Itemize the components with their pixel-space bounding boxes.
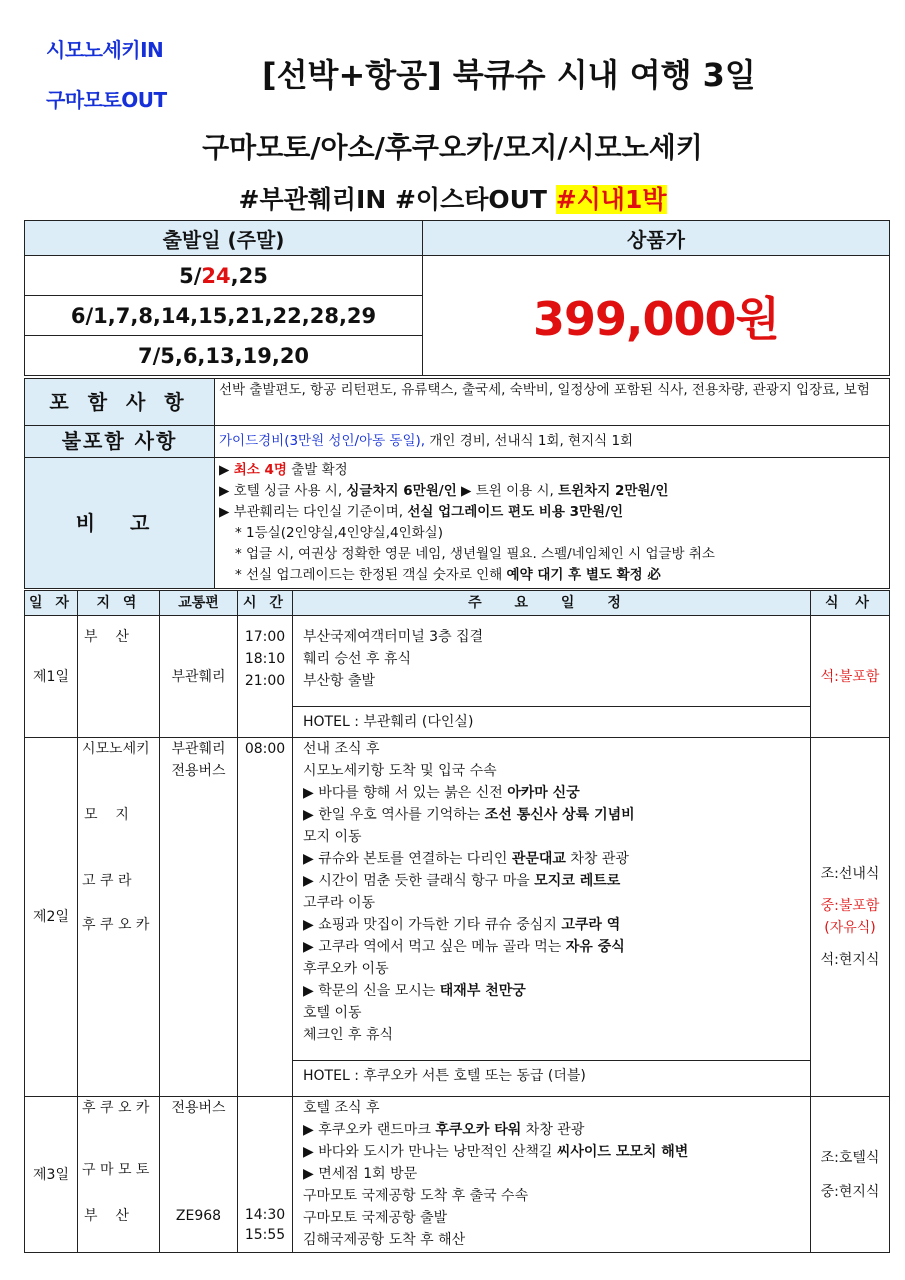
- hashtags-text: #부관훼리IN #이스타OUT: [238, 185, 547, 214]
- day1-times: 17:00 18:10 21:00: [238, 616, 293, 738]
- day3-itinerary: 호텔 조식 후 ▶ 후쿠오카 랜드마크 후쿠오카 타워 차창 관광 ▶ 바다와 도시가 만나는 낭만적인 산책길 씨사이드 모모치 해변 ▶ 면세점 1회 방문 구마모토 국제공항 도착 후 출국 수속 구마모토 국제공항 출발 김해국제공항 도착 후 해산: [293, 1097, 811, 1253]
- hashtag-highlight: #시내1박: [555, 185, 667, 214]
- day2-meal: 조:선내식 중:불포함 (자유식) 석:현지식: [811, 738, 890, 1097]
- day3-row: [25, 1097, 890, 1253]
- departure-dates-july: 7/5,6,13,19,20: [25, 336, 423, 376]
- cities-subtitle: 구마모토/아소/후쿠오카/모지/시모노세키: [202, 131, 703, 164]
- departure-price-table: [24, 220, 890, 376]
- day3-transport: 전용버스 ZE968: [160, 1097, 238, 1253]
- included-label: 포 함 사 항: [25, 379, 215, 426]
- departure-dates-june: 6/1,7,8,14,15,21,22,28,29: [25, 296, 423, 336]
- page-title: [선박+항공] 북큐슈 시내 여행 3일: [262, 56, 756, 94]
- day1-transport: 부관훼리: [160, 616, 238, 738]
- day1-hotel: HOTEL : 부관훼리 (다인실): [293, 706, 810, 737]
- day1-label: 제1일: [25, 616, 78, 738]
- col-itinerary: 주 요 일 정: [293, 591, 811, 616]
- departure-header: 출발일 (주말): [25, 221, 423, 256]
- day2-hotel: HOTEL : 후쿠오카 서튼 호텔 또는 동급 (더블): [293, 1060, 810, 1091]
- hashtags: [0, 180, 905, 216]
- day1-region: 부 산: [78, 616, 160, 738]
- included-text: 선박 출발편도, 항공 리턴편도, 유류택스, 출국세, 숙박비, 일정상에 포함된 식사, 전용차량, 관광지 입장료, 보험: [215, 379, 890, 426]
- col-region: 지 역: [78, 591, 160, 616]
- day3-times: 14:30 15:55: [238, 1097, 293, 1253]
- col-meal: 식 사: [811, 591, 890, 616]
- day2-transport: 부관훼리 전용버스: [160, 738, 238, 1097]
- col-time: 시 간: [238, 591, 293, 616]
- info-table: [24, 378, 890, 589]
- day2-label: 제2일: [25, 738, 78, 1097]
- day3-meal: 조:호텔식 중:현지식: [811, 1097, 890, 1253]
- day1-itinerary: 부산국제여객터미널 3층 집결 훼리 승선 후 휴식 부산항 출발 HOTEL : 부관훼리 (다인실): [293, 616, 811, 738]
- day2-row: [25, 738, 890, 1097]
- day2-time: 08:00: [238, 738, 293, 1097]
- day2-itinerary: 선내 조식 후 시모노세키항 도착 및 입국 수속 ▶ 바다를 향해 서 있는 붉은 신전 아카마 신궁 ▶ 한일 우호 역사를 기억하는 조선 통신사 상륙 기념비 모지 이동 ▶ 큐슈와 본토를 연결하는 다리인 관문대교 차창 관광 ▶ 시간이 멈춘 듯한 클래식 항구 마을 모지코 레트로 고쿠라 이동 ▶ 쇼핑과 맛집이 가득한 기타 큐슈 중심지 고쿠라 역 ▶ 고쿠라 역에서 먹고 싶은 메뉴 골라 먹는 자유 중식 후쿠오카 이동 ▶ 학문의 신을 모시는 태재부 천만궁 호텔 이동 체크인 후 휴식 HOTEL : 후쿠오카 서튼 호텔 또는 동급 (더블): [293, 738, 811, 1097]
- price: 399,000원: [423, 256, 890, 376]
- notes-label: 비 고: [25, 458, 215, 589]
- tag-out: 구마모토OUT: [46, 88, 167, 112]
- excluded-text: 가이드경비(3만원 성인/아동 동일), 개인 경비, 선내식 1회, 현지식 1회: [215, 426, 890, 458]
- day2-region: 시모노세키 모 지 고 쿠 라 후 쿠 오 카: [78, 738, 160, 1097]
- schedule-table: [24, 590, 890, 1253]
- col-transport: 교통편: [160, 591, 238, 616]
- day1-meal: 석:불포함: [811, 616, 890, 738]
- excluded-label: 불포함 사항: [25, 426, 215, 458]
- day3-region: 후 쿠 오 카 구 마 모 토 부 산: [78, 1097, 160, 1253]
- price-header: 상품가: [423, 221, 890, 256]
- day3-label: 제3일: [25, 1097, 78, 1253]
- col-day: 일 자: [25, 591, 78, 616]
- day1-row: [25, 616, 890, 738]
- notes: ▶ 최소 4명 출발 확정 ▶ 호텔 싱글 사용 시, 싱글차지 6만원/인 ▶ 트윈 이용 시, 트윈차지 2만원/인 ▶ 부관훼리는 다인실 기준이며, 선실 업그레이드 편도 비용 3만원/인 * 1등실(2인양실,4인양실,4인화실) * 업글 시, 여권상 정확한 영문 네임, 생년월일 필요. 스펠/네임체인 시 업글방 취소 * 선실 업그레이드는 한정된 객실 숫자로 인해 예약 대기 후 별도 확정 必: [215, 458, 890, 589]
- tag-in: 시모노세키IN: [46, 38, 164, 62]
- departure-dates-may: 5/24,25: [25, 256, 423, 296]
